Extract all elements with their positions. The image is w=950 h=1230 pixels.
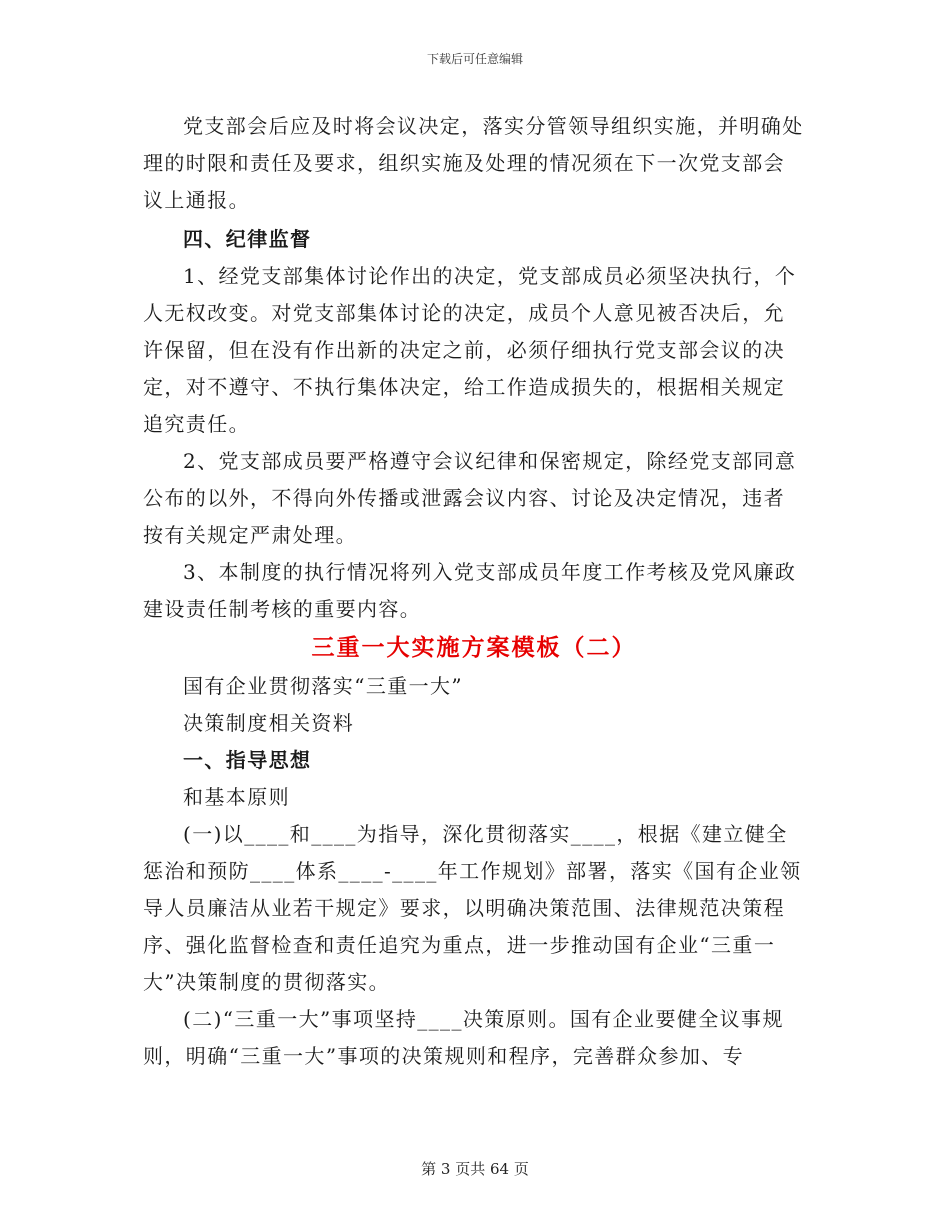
paragraph-discipline-1: 1、经党支部集体讨论作出的决定，党支部成员必须坚决执行，个人无权改变。对党支部集体讨论的决定，成员个人意见被否决后，允许保留，但在没有作出新的决定之前，必须仔细执行党支部会议的决定，对不遵守、不执行集体决定，给工作造成损失的，根据相关规定追究责任。	[143, 264, 797, 436]
page-footer: 第 3 页共 64 页	[421, 1160, 529, 1178]
paragraph-discipline-2: 2、党支部成员要严格遵守会议纪律和保密规定，除经党支部同意公布的以外，不得向外传播或泄露会议内容、讨论及决定情况，违者按有关规定严肃处理。	[143, 449, 797, 547]
heading-discipline: 四、纪律监督	[183, 227, 312, 251]
section-title: 三重一大实施方案模板（二）	[311, 635, 637, 661]
paragraph-intro-line-2: 决策制度相关资料	[183, 711, 355, 735]
paragraph-item-1: (一)以____和____为指导，深化贯彻落实____，根据《建立健全惩治和预防____体系____-____年工作规划》部署，落实《国有企业领导人员廉洁从业若干规定》要求，以明确决策范围、法律规范决策程序、强化监督检查和责任追究为重点，进一步推动国有企业“三重一大”决策制度的贯彻落实。	[143, 822, 802, 994]
page-header: 下载后可任意编辑	[426, 52, 523, 66]
paragraph-intro-line-1: 国有企业贯彻落实“三重一大”	[183, 674, 464, 698]
paragraph-basic-principles: 和基本原则	[183, 785, 290, 809]
heading-guiding-thought: 一、指导思想	[183, 748, 312, 772]
document-body	[143, 108, 805, 1075]
paragraph-meeting-followup: 党支部会后应及时将会议决定，落实分管领导组织实施，并明确处理的时限和责任及要求，组织实施及处理的情况须在下一次党支部会议上通报。	[143, 114, 804, 212]
paragraph-discipline-3: 3、本制度的执行情况将列入党支部成员年度工作考核及党风廉政建设责任制考核的重要内容。	[143, 560, 797, 621]
paragraph-item-2: (二)“三重一大”事项坚持____决策原则。国有企业要健全议事规则，明确“三重一大”事项的决策规则和程序，完善群众参加、专	[143, 1007, 784, 1068]
